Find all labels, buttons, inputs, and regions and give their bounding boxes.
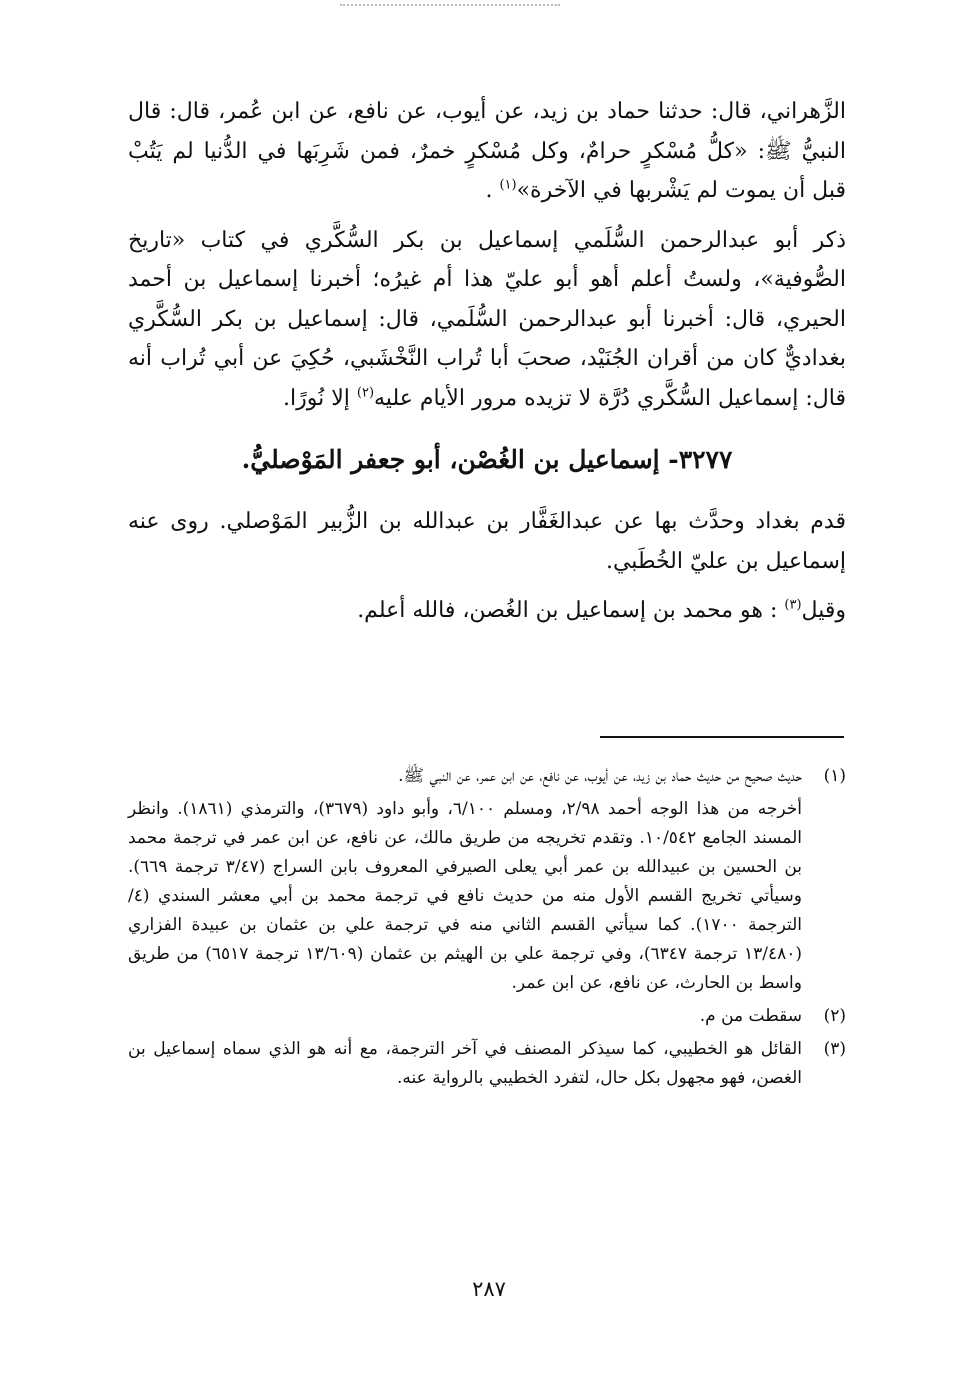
footnote-line: حديث صحيح من حديث حماد بن زيد، عن أيوب، عن نافع، عن ابن عمر، عن النبي ﷺ. (398, 766, 802, 786)
footnote-1 (128, 762, 846, 998)
footnote-body (128, 1002, 802, 1031)
footnote-body (128, 762, 802, 998)
footnote-ref: (١) (499, 177, 517, 193)
footnote-number: (٢) (823, 1006, 846, 1026)
page-number: ٢٨٧ (472, 1277, 506, 1301)
footnote-number: (٣) (823, 1039, 846, 1059)
footnote-ref: (٢) (356, 385, 375, 401)
footnote-line: أخرجه من هذا الوجه أحمد ٢/٩٨، ومسلم ٦/١٠٠، وأبو داود (٣٦٧٩)، والترمذي (١٨٦١). وانظر المسند الجامع ١٠/٥٤٢. وتقدم تخريجه من طريق مالك، عن نافع، عن ابن عمر في ترجمة محمد بن الحسين بن عبيدالله بن عمر أبي يعلى الصيرفي المعروف بابن السراج (٣/٤٧ ترجمة ٦٦٩). وسيأتي تخريج القسم الأول منه من حديث نافع في ترجمة محمد بن أبي معشر السندي (٤/الترجمة ١٧٠٠). كما سيأتي القسم الثاني منه في ترجمة علي بن عثمان بن عبيدة الفزاري (١٣/٤٨٠ ترجمة ٦٣٤٧)، وفي ترجمة علي بن الهيثم بن عثمان (١٣/٦٠٩ ترجمة ٦٥١٧) من طريق واسط بن الحارث، عن نافع، عن ابن عمر. (128, 799, 803, 993)
entry-heading: ٣٢٧٧- إسماعيل بن الغُصْن، أبو جعفر المَوْصليُّ. (241, 445, 733, 474)
paragraph-tail: إلا نُورًا. (283, 385, 357, 411)
paragraph-text: ذكر أبو عبدالرحمن السُّلَمي إسماعيل بن بكر السُّكَّري في كتاب «تاريخ الصُّوفية»، ولستُ أعلم أهو أبو عليّ هذا أم غيرُه؛ أخبرنا إسماعيل بن أحمد الحيري، قال: أخبرنا أبو عبدالرحمن السُّلَمي، قال: إسماعيل بن بكر السُّكَّري بغداديٌّ كان من أقران الجُنَيْد، صحبَ أبا تُراب النَّخْشَبي، حُكِيَ عن أبي تُراب أنه قال: إسماعيل السُّكَّري دُرَّة لا تزيده مرور الأيام عليه (128, 227, 846, 411)
paragraph-lead: وقيل (801, 598, 846, 623)
paragraph-tail: : هو محمد بن إسماعيل بن الغُصن، فالله أعلم. (357, 598, 785, 623)
footnotes-section (128, 762, 846, 1097)
footnote-separator (600, 736, 844, 738)
footnote-line: القائل هو الخطيبي، كما سيذكر المصنف في آخر الترجمة، مع أنه هو الذي سماه إسماعيل بن الغصن، فهو مجهول بكل حال، لتفرد الخطيبي بالرواية عنه. (128, 1039, 802, 1088)
paragraph-sulami (128, 221, 846, 419)
paragraph-tail: . (485, 178, 500, 203)
main-text-body (128, 92, 846, 631)
footnote-body (128, 1035, 802, 1093)
paragraph-text: الزَّهراني، قال: حدثنا حماد بن زيد، عن أيوب، عن نافع، عن ابن عُمر، قال: قال النبيُّ ﷺ: «كلُّ مُسْكرٍ حرامٌ، وكل مُسْكرٍ خمرٌ، فمن شَرِبَها في الدُّنيا لم يَتُبْ قبل أن يموت لم يَشْربها في الآخرة» (128, 99, 846, 203)
scan-artifact-marks (340, 4, 560, 9)
footnote-ref: (٣) (784, 597, 802, 613)
footnote-line: سقطت من م. (699, 1006, 802, 1026)
entry-paragraph: قدم بغداد وحدَّث بها عن عبدالغَفَّار بن عبدالله بن الزُّبير المَوْصلي. روى عنه إسماعيل بن عليّ الخُطَبي. (128, 509, 846, 574)
paragraph-hadith (128, 92, 846, 211)
footnote-2 (128, 1002, 846, 1031)
footnote-3 (128, 1035, 846, 1093)
footnote-number: (١) (823, 766, 846, 786)
entry-paragraph-note (128, 591, 846, 631)
